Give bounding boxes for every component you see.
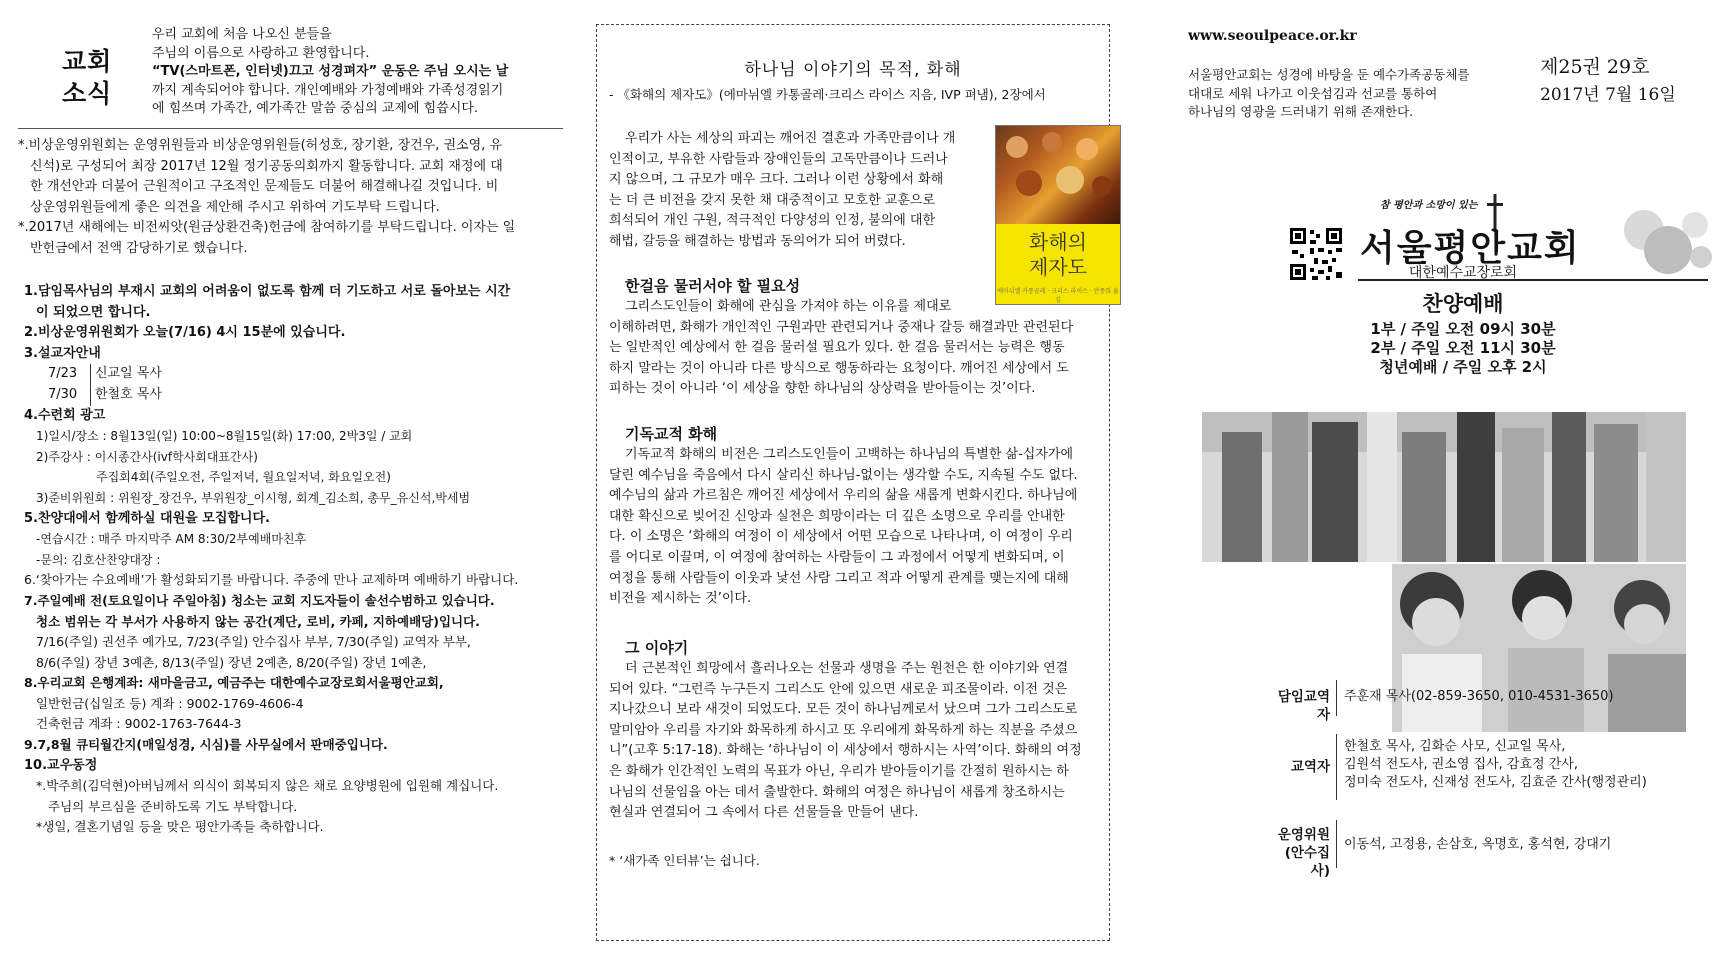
decorative-circle — [1682, 212, 1708, 238]
list-item: 8/6(주일) 장년 3예촌, 8/13(주일) 장년 2예촌, 8/20(주일) 장년 1예촌, — [36, 654, 427, 670]
paragraph-line: 기독교적 화해의 비전은 그리스도인들이 고백하는 하나님의 특별한 삶-십자가에 — [625, 447, 1074, 462]
divider — [18, 128, 563, 129]
intro-line: 까지 계속되어야 합니다. 개인예배와 가정예배와 가족성경읽기 — [152, 82, 504, 98]
list-item: *생일, 결혼기념일 등을 맞은 평안가족들 축하합니다. — [36, 819, 324, 835]
intro-line: 주님의 이름으로 사랑하고 환영합니다. — [152, 45, 370, 61]
news-title-line: 소식 — [62, 79, 113, 108]
church-news-column — [18, 26, 563, 926]
issue-date: 2017년 7월 16일 — [1540, 85, 1676, 105]
service-title: 찬양예배 — [1422, 292, 1504, 316]
mission-line: 서울평안교회는 성경에 바탕을 둔 예수가족공동체를 — [1188, 67, 1470, 82]
list-item: 2.비상운영위원회가 오늘(7/16) 4시 15분에 있습니다. — [24, 325, 346, 341]
welcome-intro — [152, 26, 562, 119]
book-cover-title-line: 화해의 — [1029, 230, 1087, 254]
book-cover-painting — [996, 126, 1120, 224]
list-item: 1.담임목사님의 부재시 교회의 어려움이 없도록 함께 더 기도하고 서로 돌아보는 시간 — [24, 284, 511, 299]
preacher-row — [24, 385, 564, 406]
article-footnote: * ‘새가족 인터뷰’는 쉽니다. — [609, 853, 760, 868]
paragraph-line: 대한 확신으로 빚어진 신앙과 실천은 희망이라는 더 깊은 소명으로 우리를 안내한 — [609, 508, 1065, 524]
staff-label-line: 운영위원 — [1277, 827, 1330, 843]
denomination-label: 대한예수교장로회 — [1408, 265, 1518, 281]
paragraph-line: 희석되어 개인 구원, 적극적인 다양성의 인정, 불의에 대한 — [609, 213, 936, 229]
list-item: 일반헌금(십일조 등) 계좌 : 9002-1769-4606-4 — [36, 695, 304, 711]
article-subheading: 한걸음 물러서야 할 필요성 — [625, 277, 801, 295]
announcement-list — [24, 282, 564, 838]
staff-value: 이동석, 고정용, 손삼호, 옥명호, 홍석현, 강대기 — [1344, 837, 1612, 852]
list-item: 1)일시/장소 : 8월13일(일) 10:00~8월15일(화) 17:00, 2박3일 / 교회 — [36, 429, 413, 444]
mission-line: 대대로 세워 나가고 이웃섬김과 선교를 통하여 — [1188, 85, 1438, 101]
staff-label — [1272, 826, 1330, 880]
staff-label: 교역자 — [1290, 759, 1330, 775]
preacher-date: 7/23 — [48, 366, 78, 382]
list-item: -문의: 김호산찬양대장 : — [36, 552, 161, 567]
article-subheading: 기독교적 화해 — [625, 425, 718, 443]
paragraph-line: 지 않으며, 그 규모가 매우 크다. 그러나 이런 상황에서 화해 — [609, 172, 944, 188]
paragraph-line: 은 화해가 인간적인 노력의 목표가 아닌, 우리가 받아들이기를 간절히 원하시는 하 — [609, 763, 1069, 779]
church-logo-text: 서울평안교회 — [1360, 228, 1581, 269]
list-item: 4.수련회 광고 — [24, 407, 106, 423]
article-paragraph — [609, 659, 1103, 824]
staff-value-line: 한철호 목사, 김화순 사모, 신교일 목사, — [1344, 739, 1566, 754]
list-item: 7/16(주일) 권선주 예가모, 7/23(주일) 안수집사 부부, 7/30(주일) 교역자 부부, — [36, 634, 471, 650]
list-item: 청소 범위는 각 부서가 사용하지 않는 공간(계단, 로비, 카페, 지하예배당)입니다. — [36, 613, 480, 629]
list-item: 3)준비위원회 : 위원장_장건우, 부위원장_이시형, 회계_김소희, 총무_유신석,박세범 — [36, 490, 471, 505]
list-item: 주님의 부르심을 준비하도록 기도 부탁합니다. — [48, 798, 298, 814]
paragraph-line: 예수님의 삶과 가르침은 깨어진 세상에서 우리의 삶을 새롭게 변화시킨다. 하나님에 — [609, 488, 1078, 504]
news-title — [62, 46, 112, 110]
book-cover-image — [995, 125, 1121, 305]
paragraph-line: 그리스도인들이 화해에 관심을 가져야 하는 이유를 제대로 — [625, 299, 952, 314]
note-line: 신석)로 구성되어 최장 2017년 12월 정기공동의회까지 활동합니다. 교회 재정에 대 — [30, 158, 503, 174]
staff-row — [1272, 680, 1702, 723]
preacher-name: 한철호 목사 — [90, 385, 162, 406]
notice-notes — [18, 136, 563, 259]
church-website-url[interactable]: www.seoulpeace.or.kr — [1188, 28, 1357, 44]
staff-row — [1272, 820, 1702, 879]
article-source: - 《화해의 제자도》(에마뉘엘 카통골레·크리스 라이스 지음, IVP 펴냄), 2장에서 — [609, 87, 1046, 102]
list-item: *.박주희(김덕현)아버님께서 의식이 회복되지 않은 채로 요양병원에 입원해 계십니다. — [36, 778, 499, 794]
staff-value: 주훈재 목사(02-859-3650, 010-4531-3650) — [1344, 689, 1614, 704]
staff-value — [1344, 738, 1704, 792]
article-paragraph — [609, 129, 969, 253]
mission-line: 하나님의 영광을 드러내기 위해 존재한다. — [1188, 104, 1414, 119]
paragraph-line: 인적이고, 부유한 사람들과 장애인들의 고독만큼이나 드러나 — [609, 151, 948, 167]
list-item: 10.교우동정 — [24, 757, 98, 773]
staff-value-line: 김원석 전도사, 권소영 집사, 감효정 간사, — [1344, 757, 1578, 772]
list-item: 건축헌금 계좌 : 9002-1763-7644-3 — [36, 716, 242, 732]
paragraph-line: 여정을 통해 사람들이 이웃과 낯선 사람 그리고 적과 어떻게 관계를 맺는지에 대해 — [609, 570, 1069, 586]
list-item: 주집회4회(주일오전, 주일저녁, 월요일저녁, 화요일오전) — [96, 470, 391, 485]
article-panel — [596, 24, 1119, 941]
staff-separator — [1336, 820, 1337, 868]
paragraph-line: 되어 있다. “그런즉 누구든지 그리스도 안에 있으면 새로운 피조물이라. 이전 것은 — [609, 681, 1068, 697]
paragraph-line: 를 어디로 이끌며, 이 여정에 참여하는 사람들이 그 과정에서 어떻게 변화되며, 이 — [609, 549, 1065, 565]
staff-label: 담임교역자 — [1277, 689, 1330, 723]
paragraph-line: 는 일반적인 예상에서 한 걸음 물러설 필요가 있다. 한 걸음 물러서는 능력은 행동 — [609, 340, 1065, 356]
paragraph-line: 우리가 사는 세상의 파괴는 깨어진 결혼과 가족만큼이나 개 — [625, 131, 956, 146]
staff-separator — [1336, 680, 1337, 716]
article-subheading: 그 이야기 — [625, 639, 689, 657]
note-line: 한 개선안과 더불어 근원적이고 구조적인 문제들도 더불어 해결해나길 것입니다. 비 — [30, 179, 499, 194]
service-time: 2부 / 주일 오전 11시 30분 — [1370, 339, 1556, 357]
service-time: 청년예배 / 주일 오후 2시 — [1379, 358, 1547, 376]
article-paragraph — [609, 445, 1103, 610]
list-item: 이 되었으면 합니다. — [36, 304, 151, 320]
list-item: 6.‘찾아가는 수요예배’가 활성화되기를 바랍니다. 주중에 만나 교제하며 예배하기 바랍니다. — [24, 572, 519, 588]
list-item: 3.설교자안내 — [24, 345, 101, 361]
list-item: 2)주강사 : 이시종간사(ivf학사회대표간사) — [36, 449, 258, 464]
intro-line: 우리 교회에 처음 나오신 분들을 — [152, 27, 332, 42]
worship-photo-people-standing — [1202, 412, 1686, 562]
book-cover-title — [996, 230, 1120, 280]
paragraph-line: 다. 이 소명은 ‘화해의 여정이 이 세상에서 어떤 모습으로 나타나며, 이 여정이 우리 — [609, 529, 1073, 545]
article-title: 하나님 이야기의 목적, 화해 — [744, 60, 962, 80]
paragraph-line: 피하는 것이 아니라 ‘이 세상을 향한 하나님의 상상력을 받아들이는 것’이다. — [609, 381, 1036, 397]
paragraph-line: 말미암아 우리를 자기와 화목하게 하시고 또 우리에게 화목하게 하는 직분을 주셨으 — [609, 722, 1078, 738]
staff-separator — [1336, 734, 1337, 800]
paragraph-line: 나님의 선물임을 아는 데서 출발한다. 화해의 여정은 하나님이 새롭게 창조하시는 — [609, 784, 1065, 800]
staff-label-line: (안수집사) — [1284, 845, 1330, 879]
preacher-row — [24, 364, 564, 385]
paragraph-line: 현실과 연결되어 그 속에서 다른 선물들을 만들어 낸다. — [609, 805, 919, 821]
news-title-line: 교회 — [62, 47, 113, 76]
staff-value-line: 정미숙 전도사, 신재성 전도사, 김효준 간사(행정관리) — [1344, 775, 1647, 790]
paragraph-line: 이해하려면, 화해가 개인적인 구원과만 관련되거나 중재나 갈등 해결과만 관련된다 — [609, 319, 1074, 335]
paragraph-line: 더 근본적인 희망에서 흘러나오는 선물과 생명을 주는 원천은 한 이야기와 연결 — [625, 661, 1069, 676]
note-line: *.비상운영위원회는 운영위원들과 비상운영위원들(허성호, 장기환, 장건우, 권소영, 유 — [18, 138, 502, 153]
paragraph-line: 해법, 갈등을 해결하는 방법과 동의어가 되어 버렸다. — [609, 233, 906, 249]
preacher-date: 7/30 — [48, 386, 78, 402]
intro-line: “TV(스마트폰, 인터넷)끄고 성경펴자” 운동은 주님 오시는 날 — [152, 64, 509, 79]
note-line: *.2017년 새해에는 비전씨앗(원금상환건축)헌금에 참여하기를 부탁드립니다. 이자는 일 — [18, 220, 516, 235]
paragraph-line: 달린 예수님을 죽음에서 다시 살리신 하나님-없이는 생각할 수도, 지속될 수도 없다. — [609, 467, 1078, 483]
news-header — [18, 26, 563, 122]
list-item: -연습시간 : 매주 마지막주 AM 8:30/2부예배마친후 — [36, 532, 307, 547]
paragraph-line: 니”(고후 5:17-18). 화해는 ‘하나님이 이 세상에서 행하시는 사역’이다. 화해의 여정 — [609, 743, 1082, 759]
book-cover-title-line: 제자도 — [1029, 255, 1087, 279]
church-slogan: 참 평안과 소망이 있는 — [1380, 200, 1478, 211]
list-item: 5.찬양대에서 함께하실 대원을 모집합니다. — [24, 510, 270, 526]
preacher-name: 신교일 목사 — [90, 364, 162, 385]
issue-volume: 제25권 29호 — [1540, 56, 1650, 78]
service-time: 1부 / 주일 오전 09시 30분 — [1370, 320, 1556, 338]
article-paragraph — [609, 297, 1103, 400]
list-item: 8.우리교회 은행계좌: 새마을금고, 예금주는 대한예수교장로회서울평안교회, — [24, 675, 444, 691]
bulletin-cover — [1178, 24, 1708, 944]
note-line: 상운영위원들에게 좋은 의견을 제안해 주시고 위하여 기도부탁 드립니다. — [30, 199, 440, 215]
paragraph-line: 는 더 큰 비전을 갖지 못한 채 대중적이고 모호한 교훈으로 — [609, 192, 936, 208]
staff-row — [1272, 734, 1702, 800]
paragraph-line: 지나갔으니 보라 새것이 되었도다. 모든 것이 하나님께로서 났으며 그가 그리스도로 — [609, 702, 1078, 718]
paragraph-line: 비전을 제시하는 것’이다. — [609, 591, 752, 607]
mission-statement — [1188, 66, 1508, 122]
list-item: 7.주일예배 전(토요일이나 주일아침) 청소는 교회 지도자들이 솔선수범하고 있습니다. — [24, 592, 495, 608]
paragraph-line: 하지 말라는 것이 아니라 다른 방식으로 행동하라는 요청이다. 깨어진 세상에서 도 — [609, 360, 1069, 376]
note-line: 반헌금에서 전액 감당하기로 했습니다. — [30, 240, 248, 256]
list-item: 9.7,8월 큐티월간지(매일성경, 시심)를 사무실에서 판매중입니다. — [24, 737, 388, 753]
book-cover-authors: 에마뉘엘 카통골레 · 크리스 라이스 · 안종희 옮김 — [997, 288, 1119, 304]
intro-line: 에 힘쓰며 가족간, 예가족간 말씀 중심의 교제에 힘씁시다. — [152, 101, 479, 116]
